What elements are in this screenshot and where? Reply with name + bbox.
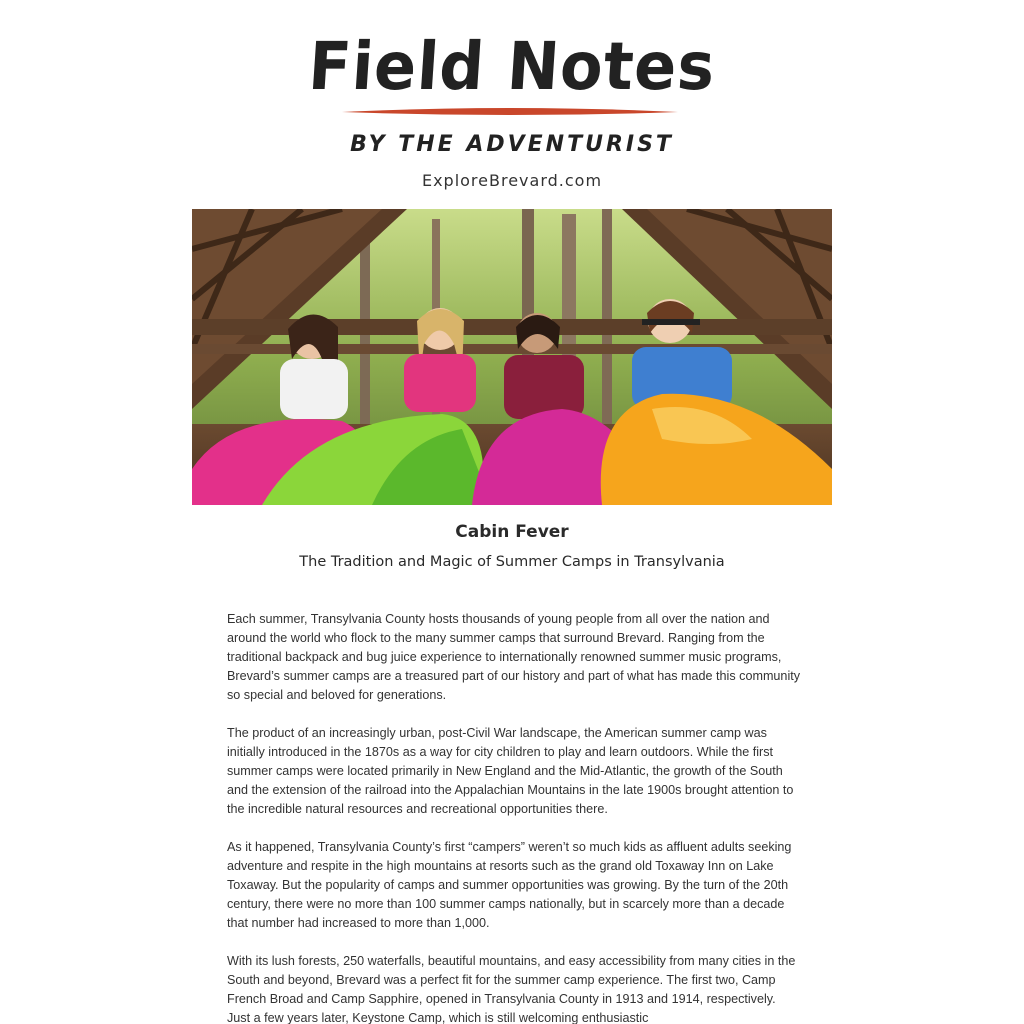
article-body [227, 610, 802, 1024]
article-paragraph: The product of an increasingly urban, post-Civil War landscape, the American summer camp was initially introduced in the 1870s as a way for city children to play and learn outdoors. While the first summer camps were located primarily in New England and the Mid-Atlantic, the growth of the South and the extension of the railroad into the Appalachian Mountains in the late 1900s brought attention to the incredible natural resources and recreational opportunities there. [227, 726, 794, 816]
hero-image [192, 209, 832, 505]
article-title: Cabin Fever [455, 522, 569, 542]
logo-title: Field Notes [306, 28, 718, 105]
logo-swoosh [340, 106, 680, 124]
logo-subtitle: BY THE ADVENTURIST [350, 132, 674, 157]
masthead [0, 0, 1024, 205]
site-url[interactable]: ExploreBrevard.com [421, 171, 603, 190]
article-paragraph: With its lush forests, 250 waterfalls, beautiful mountains, and easy accessibility from many cities in the South and beyond, Brevard was a perfect fit for the summer camp experience. The first two, Camp French Broad and Camp Sapphire, opened in Transylvania County in 1913 and 1914, respectively. Just a few years later, Keystone Camp, which is still welcoming enthusiastic [227, 954, 796, 1024]
article-paragraph: Each summer, Transylvania County hosts thousands of young people from all over the nation and around the world who flock to the many summer camps that surround Brevard. Ranging from the traditional backpack and bug juice experience to internationally renowned summer music programs, Brevard’s summer camps are a treasured part of our history and part of what has made this community so special and beloved for generations. [227, 612, 801, 702]
article-paragraph: As it happened, Transylvania County’s first “campers” weren’t so much kids as affluent adults seeking adventure and respite in the high mountains at resorts such as the grand old Toxaway Inn on Lake Toxaway. But the popularity of camps and summer opportunities was growing. By the turn of the 20th century, there were no more than 100 summer camps nationally, but in scarcely more than a decade that number had increased to more than 1,000. [227, 840, 792, 930]
article-subtitle: The Tradition and Magic of Summer Camps in Transylvania [299, 554, 725, 570]
hero-photo [192, 209, 832, 505]
